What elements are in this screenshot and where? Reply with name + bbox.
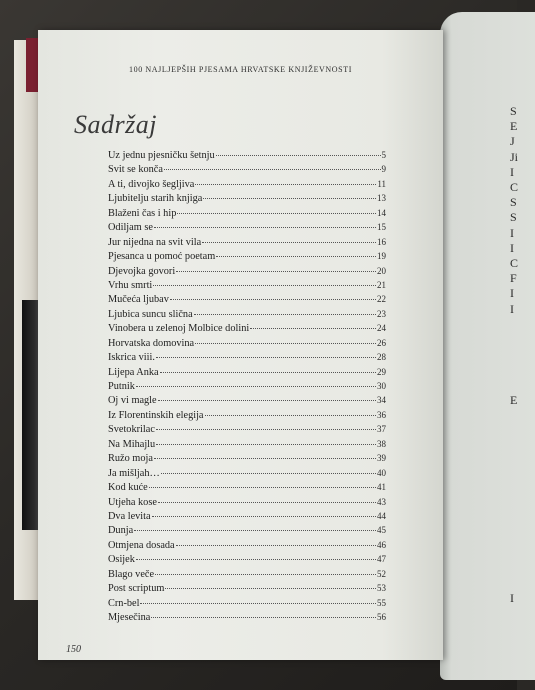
toc-entry-title: Ja mišljah… — [108, 467, 160, 479]
toc-entry — [108, 554, 386, 568]
facing-page-text: S E J Ji I C S S I I C F I I E I — [510, 104, 519, 605]
dot-leader — [202, 242, 376, 243]
toc-entry — [108, 439, 386, 453]
dot-leader — [153, 285, 376, 286]
dot-leader — [176, 545, 376, 546]
toc-entry-page: 29 — [377, 366, 386, 377]
toc-entry — [108, 410, 386, 424]
toc-entry-page: 41 — [377, 482, 386, 493]
toc-entry-title: Post scriptum — [108, 583, 165, 595]
toc-entry-page: 39 — [377, 453, 386, 464]
toc-entry-title: Kod kuće — [108, 482, 148, 494]
dot-leader — [154, 458, 376, 459]
toc-entry-title: Uz jednu pjesničku šetnju — [108, 150, 215, 161]
toc-entry — [108, 497, 386, 511]
toc-entry — [108, 193, 386, 207]
toc-entry — [108, 266, 386, 280]
facing-page — [440, 12, 535, 680]
toc-entry-page: 53 — [377, 583, 386, 594]
toc-entry-page: 24 — [377, 323, 386, 334]
toc-entry — [108, 525, 386, 539]
toc-entry-title: Odiljam se — [108, 222, 153, 234]
toc-entry-title: Vinobera u zelenoj Molbice dolini — [108, 323, 250, 335]
toc-entry-title: Jur nijedna na svit vila — [108, 236, 202, 248]
toc-entry-title: A ti, divojko šegljiva — [108, 178, 195, 190]
toc-entry-page: 38 — [377, 438, 386, 449]
toc-entry-title: Blaženi čas i hip — [108, 207, 177, 219]
toc-entry-page: 5 — [381, 150, 386, 160]
toc-entry-title: Iz Florentinskih elegija — [108, 409, 204, 421]
dot-leader — [195, 343, 376, 344]
toc-entry — [108, 280, 386, 294]
toc-entry — [108, 338, 386, 352]
toc-entry-page: 20 — [377, 265, 386, 276]
toc-entry — [108, 150, 386, 164]
toc-entry-title: Otmjena dosada — [108, 539, 175, 551]
toc-entry-title: Mjesečina — [108, 612, 151, 623]
toc-entry-page: 15 — [377, 222, 386, 233]
toc-entry-page: 45 — [377, 525, 386, 536]
dot-leader — [136, 559, 376, 560]
toc-entry-page: 19 — [377, 251, 386, 262]
dot-leader — [161, 473, 376, 474]
toc-entry-page: 44 — [377, 510, 386, 521]
dot-leader — [170, 299, 376, 300]
toc-entry — [108, 511, 386, 525]
dot-leader — [140, 603, 376, 604]
toc-entry — [108, 222, 386, 236]
toc-entry-page: 22 — [377, 294, 386, 305]
toc-entry — [108, 323, 386, 337]
toc-entry-title: Na Mihajlu — [108, 438, 156, 450]
toc-entry-page: 26 — [377, 337, 386, 348]
toc-entry — [108, 164, 386, 178]
toc-entry-page: 23 — [377, 308, 386, 319]
toc-entry — [108, 583, 386, 597]
dot-leader — [156, 357, 376, 358]
toc-entry — [108, 367, 386, 381]
toc-entry-title: Djevojka govori — [108, 265, 176, 277]
toc-entry-page: 11 — [377, 178, 386, 189]
toc-entry — [108, 251, 386, 265]
dot-leader — [250, 328, 376, 329]
toc-entry-title: Oj vi magle — [108, 395, 157, 407]
toc-entry-page: 43 — [377, 496, 386, 507]
toc-entry-page: 21 — [377, 279, 386, 290]
dot-leader — [195, 184, 376, 185]
toc-entry — [108, 540, 386, 554]
toc-entry-title: Svetokrilac — [108, 424, 155, 436]
toc-entry-title: Dunja — [108, 525, 134, 537]
dot-leader — [203, 198, 376, 199]
dot-leader — [177, 213, 376, 214]
toc-entry-title: Crn-bel — [108, 597, 140, 609]
toc-entry-title: Pjesanca u pomoć poetam — [108, 251, 216, 263]
toc-entry-title: Iskrica viii. — [108, 352, 155, 364]
toc-entry-title: Utjeha kose — [108, 496, 157, 508]
toc-entry — [108, 381, 386, 395]
toc-entry-page: 40 — [377, 467, 386, 478]
dot-leader — [158, 400, 376, 401]
dot-leader — [164, 169, 381, 170]
dot-leader — [216, 155, 381, 156]
dot-leader — [154, 227, 376, 228]
toc-entry — [108, 424, 386, 438]
toc-entry-title: Ružo moja — [108, 453, 153, 465]
toc-entry-title: Lijepa Anka — [108, 366, 159, 378]
toc-entry-title: Ljubitelju starih knjiga — [108, 193, 203, 205]
table-of-contents — [108, 150, 386, 626]
toc-entry-page: 52 — [377, 568, 386, 579]
toc-entry-page: 56 — [377, 612, 386, 622]
toc-entry-title: Ljubica suncu slična — [108, 308, 193, 320]
toc-entry-title: Svit se konča — [108, 164, 163, 176]
dot-leader — [149, 487, 376, 488]
toc-entry-page: 34 — [377, 395, 386, 406]
toc-entry — [108, 482, 386, 496]
dot-leader — [156, 429, 376, 430]
toc-entry — [108, 294, 386, 308]
toc-entry — [108, 179, 386, 193]
toc-entry — [108, 569, 386, 583]
toc-entry-title: Dva levita — [108, 510, 151, 522]
toc-entry-page: 9 — [381, 164, 386, 175]
dot-leader — [155, 574, 376, 575]
dot-leader — [176, 271, 376, 272]
toc-entry — [108, 612, 386, 626]
toc-entry-title: Putnik — [108, 381, 135, 392]
toc-entry — [108, 598, 386, 612]
dot-leader — [160, 372, 376, 373]
toc-entry-title: Vrhu smrti — [108, 279, 153, 291]
toc-entry — [108, 309, 386, 323]
toc-entry-title: Horvatska domovina — [108, 337, 195, 349]
toc-entry-page: 13 — [377, 193, 386, 204]
dot-leader — [151, 617, 376, 618]
toc-entry-page: 14 — [377, 207, 386, 218]
toc-entry-page: 55 — [377, 597, 386, 608]
toc-entry-page: 30 — [377, 381, 386, 391]
toc-entry-page: 46 — [377, 539, 386, 550]
toc-entry — [108, 453, 386, 467]
toc-entry — [108, 395, 386, 409]
dot-leader — [134, 530, 376, 531]
toc-entry-title: Mučeća ljubav — [108, 294, 169, 306]
dot-leader — [136, 386, 376, 387]
dot-leader — [156, 444, 376, 445]
running-head: 100 NAJLJEPŠIH PJESAMA HRVATSKE KNJIŽEVNOSTI — [129, 65, 352, 74]
toc-entry — [108, 208, 386, 222]
dot-leader — [194, 314, 376, 315]
book-page — [38, 30, 443, 660]
toc-entry-page: 28 — [377, 352, 386, 363]
toc-entry-title: Osijek — [108, 554, 135, 566]
dot-leader — [205, 415, 376, 416]
toc-entry — [108, 237, 386, 251]
toc-entry-page: 47 — [377, 554, 386, 565]
dot-leader — [152, 516, 376, 517]
dot-leader — [158, 502, 376, 503]
toc-entry-title: Blago veče — [108, 568, 155, 580]
toc-entry-page: 36 — [377, 409, 386, 420]
dot-leader — [165, 588, 376, 589]
page-number: 150 — [66, 644, 81, 655]
toc-entry — [108, 468, 386, 482]
toc-title: Sadržaj — [74, 110, 157, 139]
toc-entry — [108, 352, 386, 366]
dot-leader — [216, 256, 376, 257]
toc-entry-page: 37 — [377, 424, 386, 435]
toc-entry-page: 16 — [377, 236, 386, 247]
